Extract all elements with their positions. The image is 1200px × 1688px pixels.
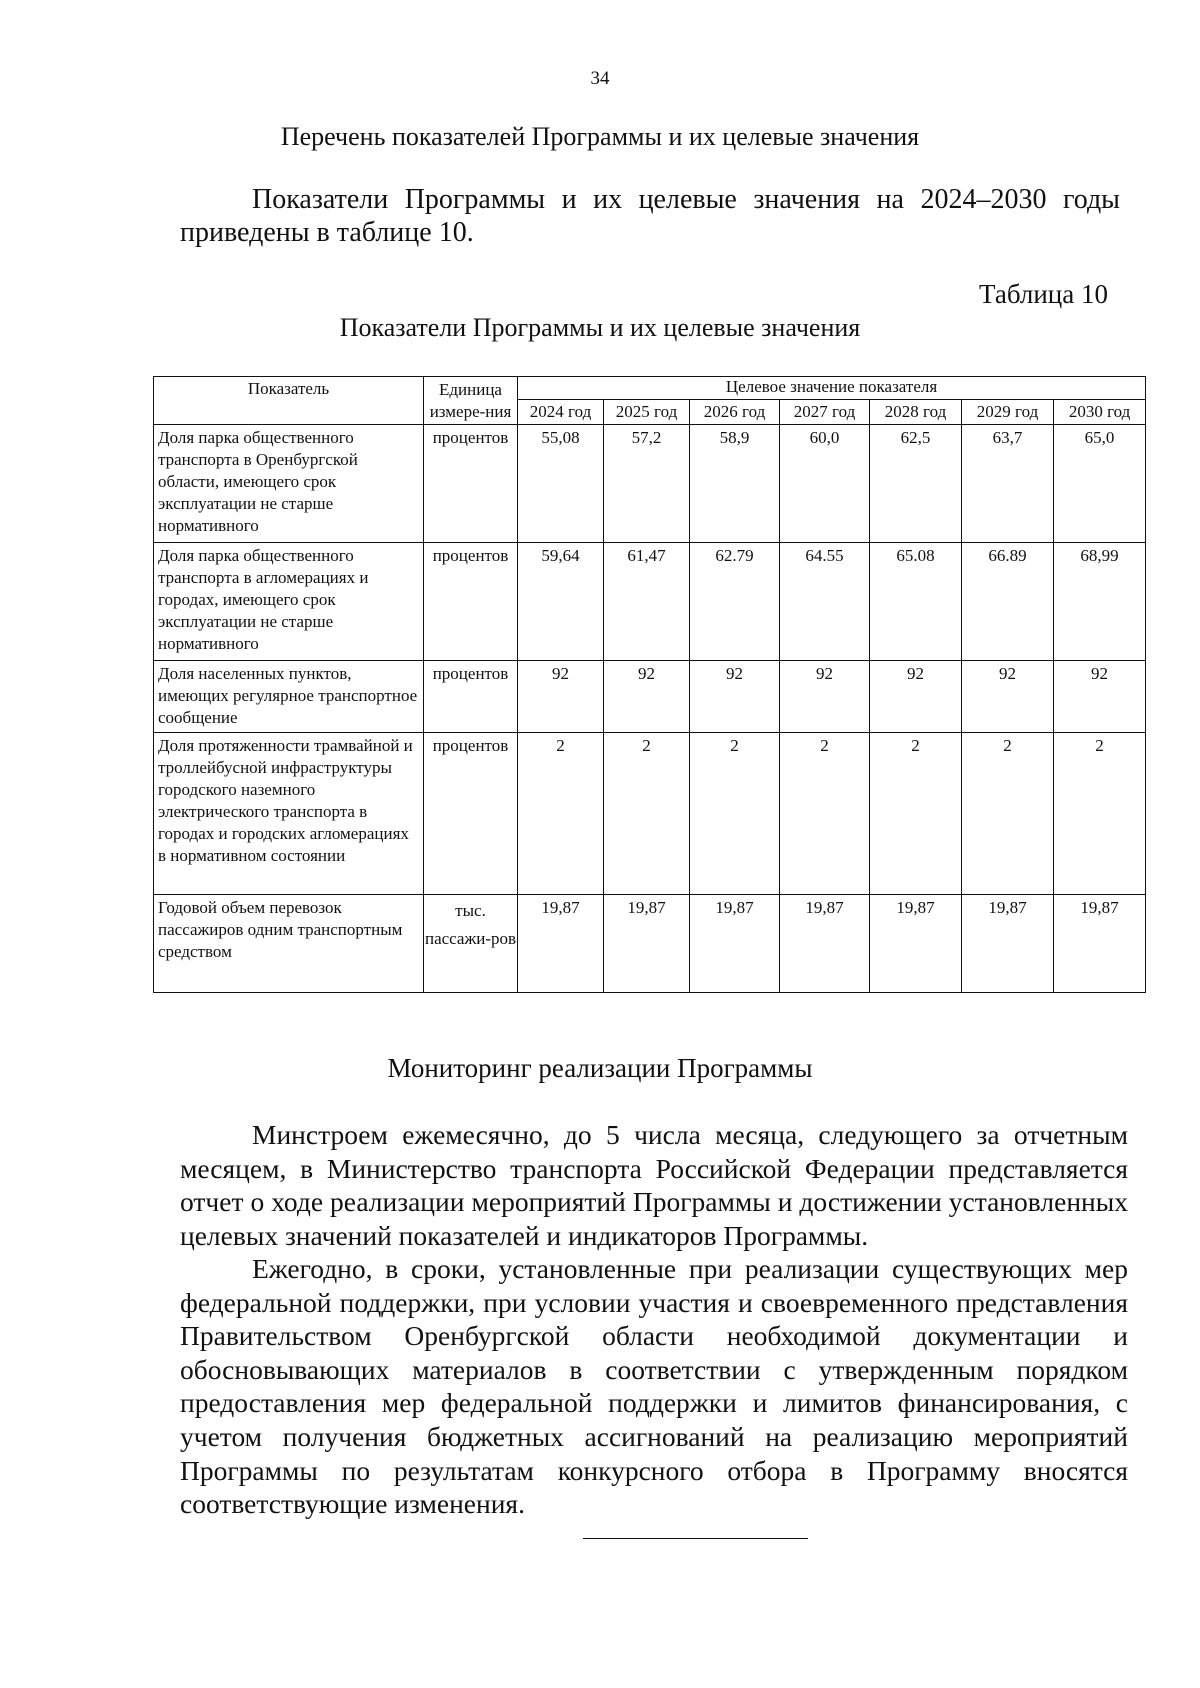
cell-value: 2 — [780, 733, 870, 895]
header-year: 2026 год — [690, 400, 780, 425]
monitoring-paragraph-2: Ежегодно, в сроки, установленные при реализации существующих мер федеральной поддержки, при условии участия и своевременного представления Правительством Оренбургской области необходимой документации и обосновывающих материалов в соответствии с утвержденным порядком предоставления мер федеральной поддержки и лимитов финансирования, с учетом получения бюджетных ассигнований на реализацию мероприятий Программы по результатам конкурсного отбора в Программу вносятся соответствующие изменения. — [180, 1253, 1128, 1520]
cell-value: 2 — [1054, 733, 1146, 895]
cell-value: 62,5 — [870, 425, 962, 543]
header-target-value: Целевое значение показателя — [518, 377, 1146, 400]
cell-value: 19,87 — [1054, 895, 1146, 993]
cell-value: 92 — [518, 661, 604, 733]
header-year: 2030 год — [1054, 400, 1146, 425]
table-row — [154, 733, 1146, 895]
cell-value: 19,87 — [518, 895, 604, 993]
cell-value: 2 — [690, 733, 780, 895]
cell-value: 61,47 — [604, 543, 690, 661]
header-year: 2027 год — [780, 400, 870, 425]
header-year: 2024 год — [518, 400, 604, 425]
end-rule-divider — [583, 1538, 808, 1539]
cell-value: 57,2 — [604, 425, 690, 543]
cell-unit: процентов — [424, 733, 518, 895]
cell-value: 58,9 — [690, 425, 780, 543]
indicators-table — [153, 376, 1146, 993]
table-row — [154, 895, 1146, 993]
cell-value: 92 — [780, 661, 870, 733]
cell-value: 19,87 — [604, 895, 690, 993]
page-number: 34 — [590, 68, 610, 89]
section-title-indicators: Перечень показателей Программы и их целевые значения — [280, 122, 920, 151]
cell-value: 92 — [690, 661, 780, 733]
cell-unit: тыс. пассажи-ров — [424, 895, 518, 993]
cell-value: 92 — [604, 661, 690, 733]
cell-value: 19,87 — [962, 895, 1054, 993]
cell-value: 65,0 — [1054, 425, 1146, 543]
cell-value: 92 — [870, 661, 962, 733]
header-year: 2028 год — [870, 400, 962, 425]
header-year: 2029 год — [962, 400, 1054, 425]
section-title-monitoring: Мониторинг реализации Программы — [387, 1053, 813, 1083]
table-row — [154, 661, 1146, 733]
cell-value: 63,7 — [962, 425, 1054, 543]
cell-value: 2 — [962, 733, 1054, 895]
cell-indicator: Доля парка общественного транспорта в агломерациях и городах, имеющего срок эксплуатации не старше нормативного — [154, 543, 424, 661]
header-unit: Единица измере-ния — [424, 377, 518, 425]
cell-value: 2 — [604, 733, 690, 895]
cell-value: 64.55 — [780, 543, 870, 661]
cell-value: 66.89 — [962, 543, 1054, 661]
cell-indicator: Доля протяженности трамвайной и троллейбусной инфраструктуры городского наземного электрического транспорта в городах и городских агломерациях в нормативном состоянии — [154, 733, 424, 895]
intro-paragraph: Показатели Программы и их целевые значения на 2024–2030 годы приведены в таблице 10. — [180, 184, 1120, 248]
cell-value: 92 — [962, 661, 1054, 733]
cell-value: 62.79 — [690, 543, 780, 661]
cell-unit: процентов — [424, 661, 518, 733]
cell-value: 60,0 — [780, 425, 870, 543]
header-year: 2025 год — [604, 400, 690, 425]
cell-value: 19,87 — [870, 895, 962, 993]
cell-value: 55,08 — [518, 425, 604, 543]
cell-indicator: Доля населенных пунктов, имеющих регулярное транспортное сообщение — [154, 661, 424, 733]
cell-value: 2 — [518, 733, 604, 895]
table-row — [154, 425, 1146, 543]
cell-value: 59,64 — [518, 543, 604, 661]
cell-value: 92 — [1054, 661, 1146, 733]
cell-unit: процентов — [424, 425, 518, 543]
cell-value: 68,99 — [1054, 543, 1146, 661]
table-title: Показатели Программы и их целевые значения — [339, 313, 861, 342]
cell-indicator: Доля парка общественного транспорта в Оренбургской области, имеющего срок эксплуатации не старше нормативного — [154, 425, 424, 543]
table-row — [154, 543, 1146, 661]
cell-value: 65.08 — [870, 543, 962, 661]
header-indicator: Показатель — [154, 377, 424, 425]
table-caption: Таблица 10 — [979, 279, 1108, 309]
monitoring-paragraph-1: Минстроем ежемесячно, до 5 числа месяца, следующего за отчетным месяцем, в Министерство транспорта Российской Федерации представляется отчет о ходе реализации мероприятий Программы и достижении установленных целевых значений показателей и индикаторов Программы. — [180, 1119, 1128, 1251]
cell-value: 2 — [870, 733, 962, 895]
cell-value: 19,87 — [780, 895, 870, 993]
cell-unit: процентов — [424, 543, 518, 661]
cell-value: 19,87 — [690, 895, 780, 993]
cell-indicator: Годовой объем перевозок пассажиров одним транспортным средством — [154, 895, 424, 993]
